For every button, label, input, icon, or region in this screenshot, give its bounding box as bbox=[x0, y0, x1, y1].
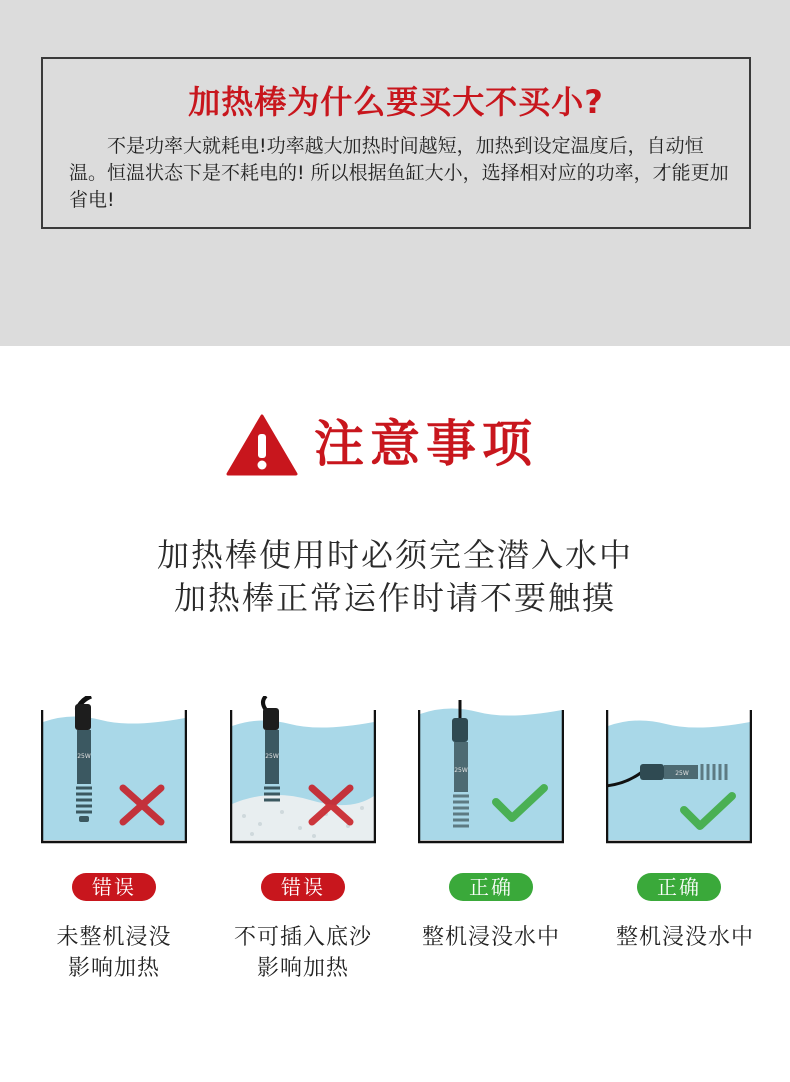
info-section bbox=[0, 0, 790, 346]
correct-badge: 正确 bbox=[637, 873, 721, 901]
warning-triangle-icon bbox=[226, 414, 298, 476]
heater-label: 25W bbox=[77, 753, 91, 760]
notice-line-2: 加热棒正常运作时请不要触摸 bbox=[173, 579, 616, 617]
notice-title: 注意事项 bbox=[314, 415, 538, 473]
heater-label: 25W bbox=[675, 770, 689, 777]
info-box-body: 不是功率大就耗电!功率越大加热时间越短，加热到设定温度后，自动恒温。恒温状态下是不耗电的! 所以根据鱼缸大小，选择相对应的功率，才能更加省电! bbox=[69, 135, 729, 211]
caption-line: 影响加热 bbox=[67, 956, 160, 981]
caption-3 bbox=[406, 922, 576, 953]
caption-line: 整机浸没水中 bbox=[615, 925, 754, 950]
info-box bbox=[41, 57, 751, 229]
heater-label: 25W bbox=[265, 753, 279, 760]
caption-4 bbox=[600, 922, 770, 953]
correct-badge: 正确 bbox=[449, 873, 533, 901]
tank-illustration-2 bbox=[230, 696, 376, 844]
tank-illustration-3 bbox=[418, 696, 564, 844]
tank-illustration-4 bbox=[606, 696, 752, 844]
notice-line-1: 加热棒使用时必须完全潜入水中 bbox=[156, 536, 633, 574]
caption-line: 未整机浸没 bbox=[56, 925, 172, 950]
wrong-badge: 错误 bbox=[261, 873, 345, 901]
caption-line: 不可插入底沙 bbox=[233, 925, 372, 950]
tank-illustration-1 bbox=[41, 696, 187, 844]
caption-1 bbox=[29, 922, 199, 984]
caption-2 bbox=[218, 922, 388, 984]
info-box-title: 加热棒为什么要买大不买小? bbox=[188, 83, 604, 121]
caption-line: 整机浸没水中 bbox=[421, 925, 560, 950]
wrong-badge: 错误 bbox=[72, 873, 156, 901]
heater-label: 25W bbox=[454, 767, 468, 774]
caption-line: 影响加热 bbox=[256, 956, 349, 981]
